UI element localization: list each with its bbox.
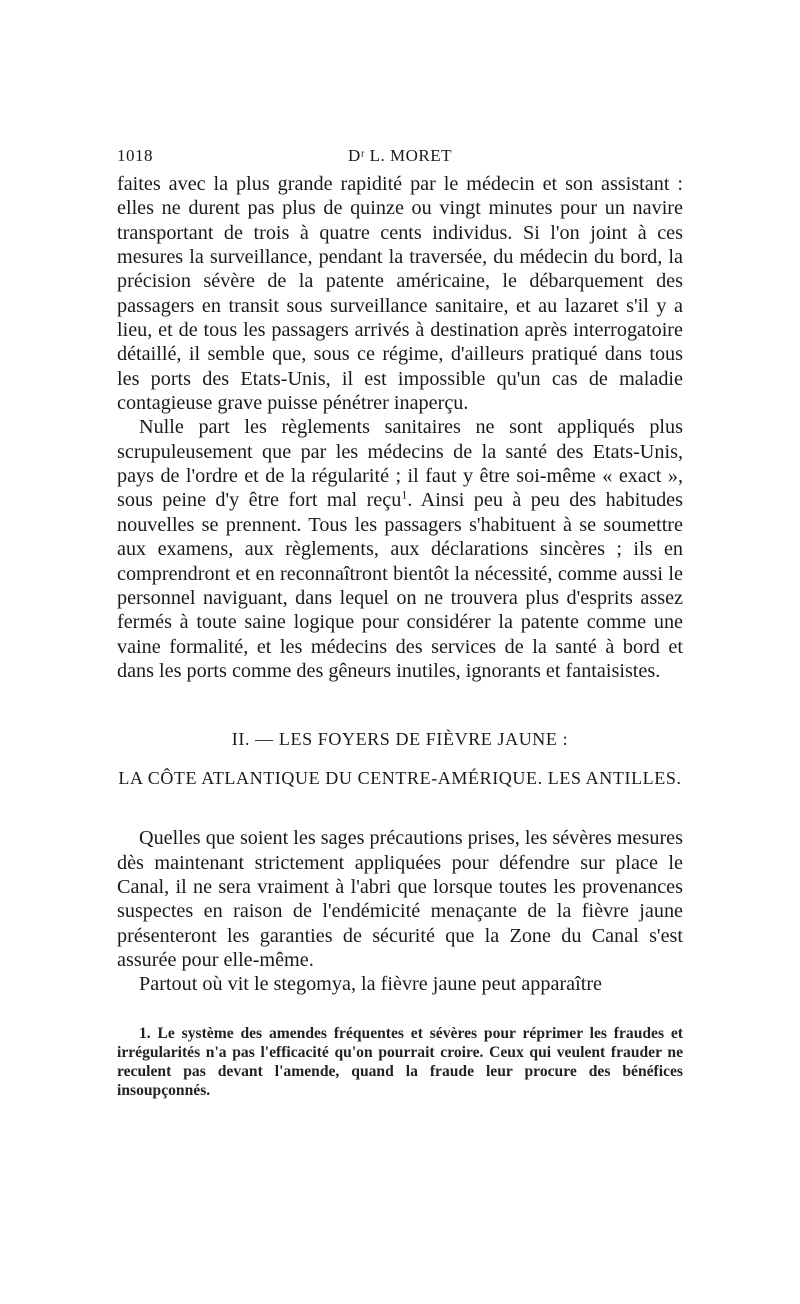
page-number: 1018 bbox=[117, 146, 153, 165]
paragraph-continued: faites avec la plus grande rapidité par le médecin et son assistant : elles ne durent pas plus de quinze ou vingt minutes pour un navire transportant de trois à quatre cents individus. Si l'on joint à ces mesures la surveillance, pendant la traversée, du médecin du bord, la précision sévère de la patente américaine, le débarquement des passagers en transit sous surveillance sanitaire, et au lazaret s'il y a lieu, et de tous les passagers arrivés à destination après interrogatoire détaillé, il semble que, sous ce régime, d'ailleurs pratiqué dans tous les ports des Etats-Unis, il est impossible qu'un cas de maladie contagieuse grave puisse pénétrer inaperçu. bbox=[117, 173, 683, 415]
section-heading bbox=[117, 727, 683, 790]
footnote-reference: 1 bbox=[401, 487, 408, 502]
footnote bbox=[117, 1024, 683, 1100]
paragraph-text: Nulle part les règlements sanitaires ne sont appliqués plus scrupuleusement que par les médecins de la santé des Etats-Unis, pays de l'ordre et de la régularité ; il faut y être soi-même « exact », sous peine d'y être fort mal reçu bbox=[117, 416, 683, 512]
paragraph-sanitary-rules bbox=[117, 415, 683, 683]
section-subtitle: LA CÔTE ATLANTIQUE DU CENTRE-AMÉRIQUE. LES ANTILLES. bbox=[118, 768, 682, 789]
paragraph-text: . Ainsi peu à peu des habitudes nouvelles se prennent. Tous les passagers s'habituent à se soumettre aux examens, aux règlements, aux déclarations sincères ; ils en comprendront et en reconnaîtront bientôt la nécessité, comme aussi le personnel naviguant, dans lequel on ne trouvera plus d'esprits assez fermés à toute saine logique pour considérer la patente comme une vaine formalité, et les médecins des services de la santé à bord et dans les ports comme des gêneurs inutiles, ignorants et fantaisistes. bbox=[117, 489, 683, 682]
body-text bbox=[117, 172, 683, 997]
section-title: II. — LES FOYERS DE FIÈVRE JAUNE : bbox=[231, 729, 569, 750]
running-head bbox=[117, 146, 683, 172]
footnote-number: 1. bbox=[139, 1024, 151, 1042]
paragraph-stegomya: Partout où vit le stegomya, la fièvre jaune peut apparaître bbox=[139, 973, 603, 996]
footnote-text: Le système des amendes fréquentes et sévères pour réprimer les fraudes et irrégularités n'a pas l'efficacité qu'on pourrait croire. Ceux qui veulent frauder ne reculent pas devant l'amende, quand la fraude leur procure des bénéfices insoupçonnés. bbox=[117, 1024, 683, 1099]
paragraph-precautions: Quelles que soient les sages précautions prises, les sévères mesures dès maintenant strictement appliquées pour défendre sur place le Canal, il ne sera vraiment à l'abri que lorsque toutes les provenances suspectes en raison de l'endémicité menaçante de la fièvre jaune présenteront les garanties de sécurité que la Zone du Canal s'est assurée pour elle-même. bbox=[117, 827, 683, 971]
book-page bbox=[117, 146, 683, 1100]
running-head-author: Dʳ L. MORET bbox=[347, 146, 453, 165]
